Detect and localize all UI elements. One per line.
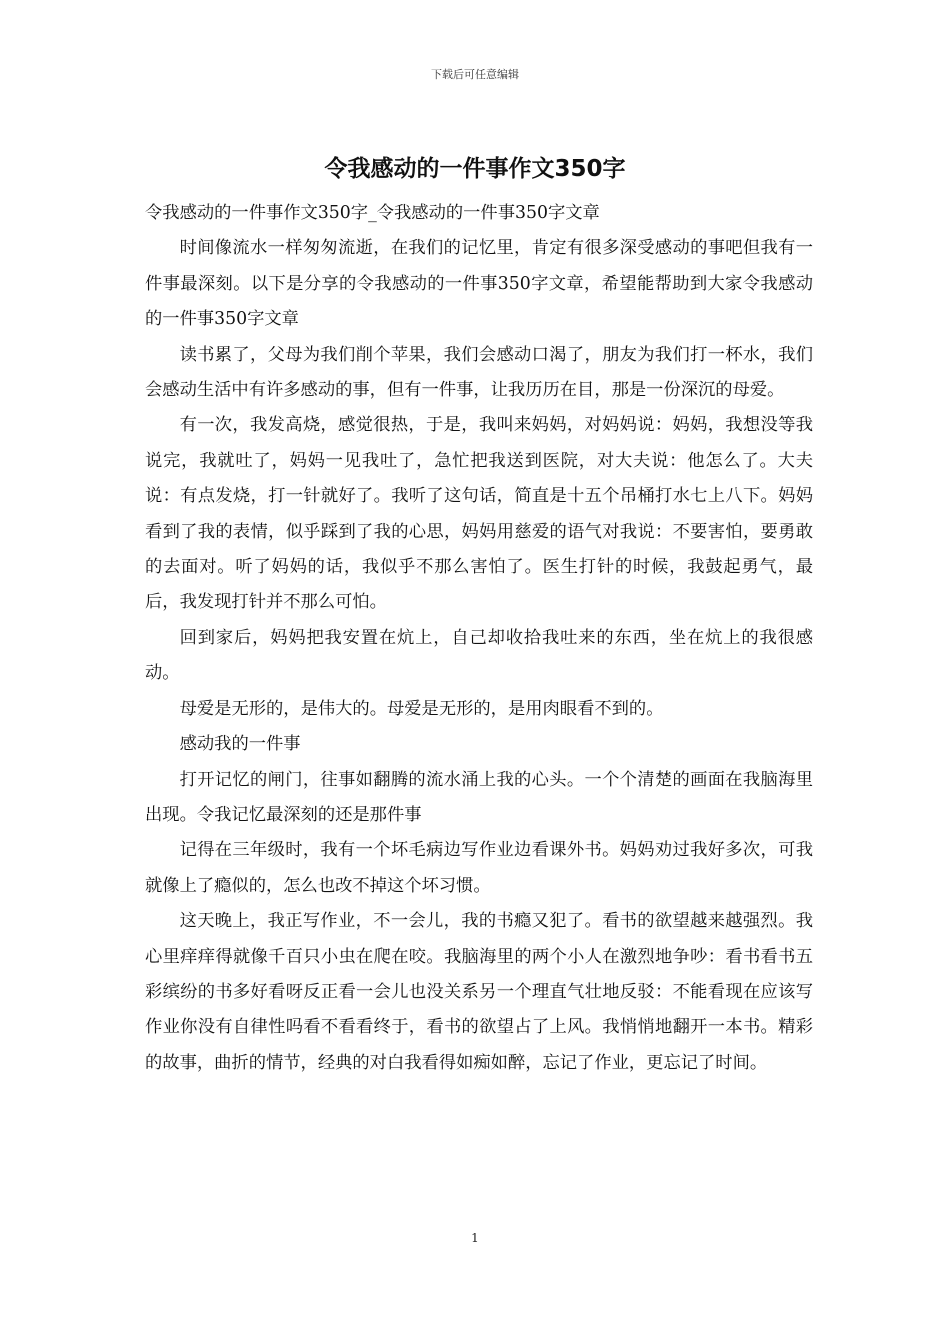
paragraph: 母爱是无形的，是伟大的。母爱是无形的，是用肉眼看不到的。 xyxy=(179,698,664,719)
paragraph: 时间像流水一样匆匆流逝，在我们的记忆里，肯定有很多深受感动的事吧但我有一件事最深刻。以下是分享的令我感动的一件事350字文章，希望能帮助到大家令我感动的一件事350字文章 xyxy=(145,238,813,330)
document-title: 令我感动的一件事作文350字 xyxy=(324,156,626,182)
paragraph: 这天晚上，我正写作业，不一会儿，我的书瘾又犯了。看书的欲望越来越强烈。我心里痒痒得就像千百只小虫在爬在咬。我脑海里的两个小人在激烈地争吵：看书看书五彩缤纷的书多好看呀反正看一会儿也没关系另一个理直气壮地反驳：不能看现在应该写作业你没有自律性吗看不看看终于，看书的欲望占了上风。我悄悄地翻开一本书。精彩的故事，曲折的情节，经典的对白我看得如痴如醉，忘记了作业，更忘记了时间。 xyxy=(145,911,813,1073)
paragraph: 打开记忆的闸门，往事如翻腾的流水涌上我的心头。一个个清楚的画面在我脑海里出现。令我记忆最深刻的还是那件事 xyxy=(145,769,813,825)
document-body xyxy=(145,196,813,1081)
page-number: 1 xyxy=(471,1231,479,1245)
paragraph: 记得在三年级时，我有一个坏毛病边写作业边看课外书。妈妈劝过我好多次，可我就像上了瘾似的，怎么也改不掉这个坏习惯。 xyxy=(145,840,813,896)
subtitle-line: 令我感动的一件事作文350字_令我感动的一件事350字文章 xyxy=(145,203,600,223)
page-header: 下载后可任意编辑 xyxy=(431,68,519,81)
paragraph: 有一次，我发高烧，感觉很热，于是，我叫来妈妈，对妈妈说：妈妈，我想没等我说完，我就吐了，妈妈一见我吐了，急忙把我送到医院，对大夫说：他怎么了。大夫说：有点发烧，打一针就好了。我听了这句话，简直是十五个吊桶打水七上八下。妈妈看到了我的表情，似乎踩到了我的心思，妈妈用慈爱的语气对我说：不要害怕，要勇敢的去面对。听了妈妈的话，我似乎不那么害怕了。医生打针的时候，我鼓起勇气，最后，我发现打针并不那么可怕。 xyxy=(145,415,813,613)
paragraph: 回到家后，妈妈把我安置在炕上，自己却收拾我吐来的东西，坐在炕上的我很感动。 xyxy=(145,627,813,684)
paragraph: 读书累了，父母为我们削个苹果，我们会感动口渴了，朋友为我们打一杯水，我们会感动生活中有许多感动的事，但有一件事，让我历历在目，那是一份深沉的母爱。 xyxy=(145,344,813,401)
section-heading: 感动我的一件事 xyxy=(179,734,301,755)
